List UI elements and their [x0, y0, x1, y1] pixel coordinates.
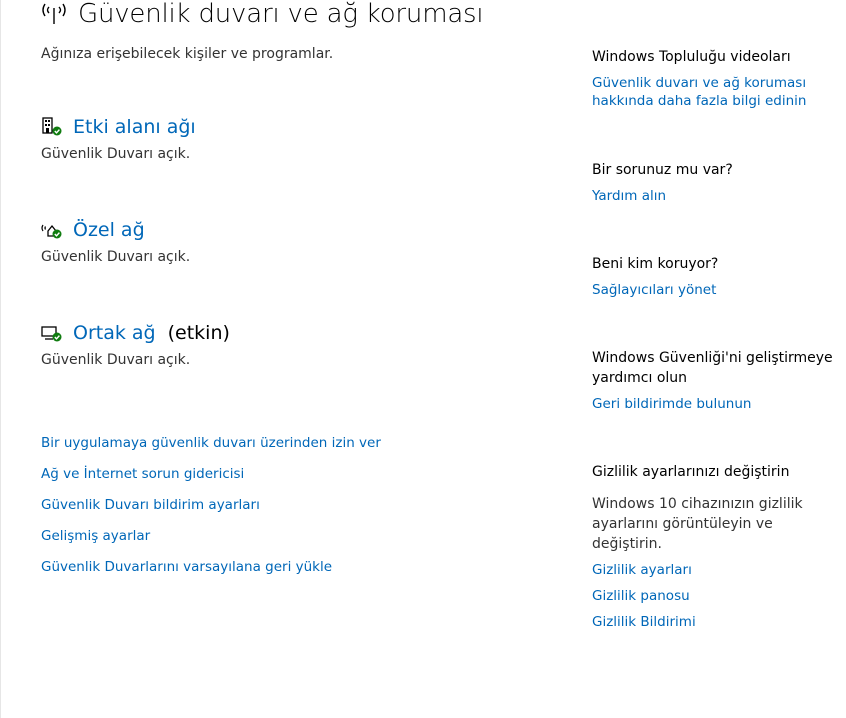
- side-question: [592, 160, 837, 205]
- wifi-antenna-icon: [40, 0, 68, 28]
- settings-links: [41, 434, 381, 589]
- side-privacy-heading: Gizlilik ayarlarınızı değiştirin: [592, 464, 790, 480]
- side-improve: [592, 348, 837, 413]
- side-question-heading: Bir sorunuz mu var?: [592, 162, 733, 178]
- network-domain-status: Güvenlik Duvarı açık.: [41, 146, 191, 162]
- page-title: Güvenlik duvarı ve ağ koruması: [78, 0, 484, 29]
- public-network-check-icon: [41, 322, 63, 344]
- advanced-settings-link[interactable]: Gelişmiş ayarlar: [41, 528, 151, 544]
- side-privacy: [592, 462, 837, 631]
- network-domain-link[interactable]: Etki alanı ağı: [73, 116, 196, 138]
- network-public: [41, 322, 230, 368]
- building-check-icon: [41, 116, 63, 138]
- privacy-statement-link[interactable]: Gizlilik Bildirimi: [592, 614, 696, 630]
- notification-settings-link[interactable]: Güvenlik Duvarı bildirim ayarları: [41, 497, 260, 513]
- side-videos: [592, 47, 837, 110]
- network-private-status: Güvenlik Duvarı açık.: [41, 249, 191, 265]
- privacy-dashboard-link[interactable]: Gizlilik panosu: [592, 588, 690, 604]
- home-network-check-icon: [41, 219, 63, 241]
- page-subtitle: Ağınıza erişebilecek kişiler ve programlar.: [41, 46, 334, 62]
- side-improve-heading: Windows Güvenliği'ni geliştirmeye yardımcı olun: [592, 350, 833, 386]
- side-protect: [592, 254, 837, 299]
- window-left-border: [0, 0, 1, 718]
- network-private-link[interactable]: Özel ağ: [73, 219, 145, 241]
- side-privacy-text: Windows 10 cihazınızın gizlilik ayarlarını görüntüleyin ve değiştirin.: [592, 496, 803, 552]
- feedback-link[interactable]: Geri bildirimde bulunun: [592, 396, 752, 412]
- side-protect-heading: Beni kim koruyor?: [592, 256, 719, 272]
- network-public-status: Güvenlik Duvarı açık.: [41, 352, 191, 368]
- side-videos-heading: Windows Topluluğu videoları: [592, 49, 791, 65]
- page-header: [40, 0, 483, 34]
- privacy-settings-link[interactable]: Gizlilik ayarları: [592, 562, 692, 578]
- troubleshooter-link[interactable]: Ağ ve İnternet sorun gidericisi: [41, 466, 245, 482]
- network-private: [41, 219, 190, 265]
- manage-providers-link[interactable]: Sağlayıcıları yönet: [592, 282, 717, 298]
- network-public-link[interactable]: Ortak ağ: [73, 322, 156, 344]
- side-videos-link[interactable]: Güvenlik duvarı ve ağ koruması hakkında daha fazla bilgi edinin: [592, 75, 807, 109]
- allow-app-link[interactable]: Bir uygulamaya güvenlik duvarı üzerinden izin ver: [41, 435, 381, 451]
- network-domain: [41, 116, 196, 162]
- get-help-link[interactable]: Yardım alın: [592, 188, 667, 204]
- network-active-label: (etkin): [167, 322, 230, 344]
- restore-defaults-link[interactable]: Güvenlik Duvarlarını varsayılana geri yükle: [41, 559, 333, 575]
